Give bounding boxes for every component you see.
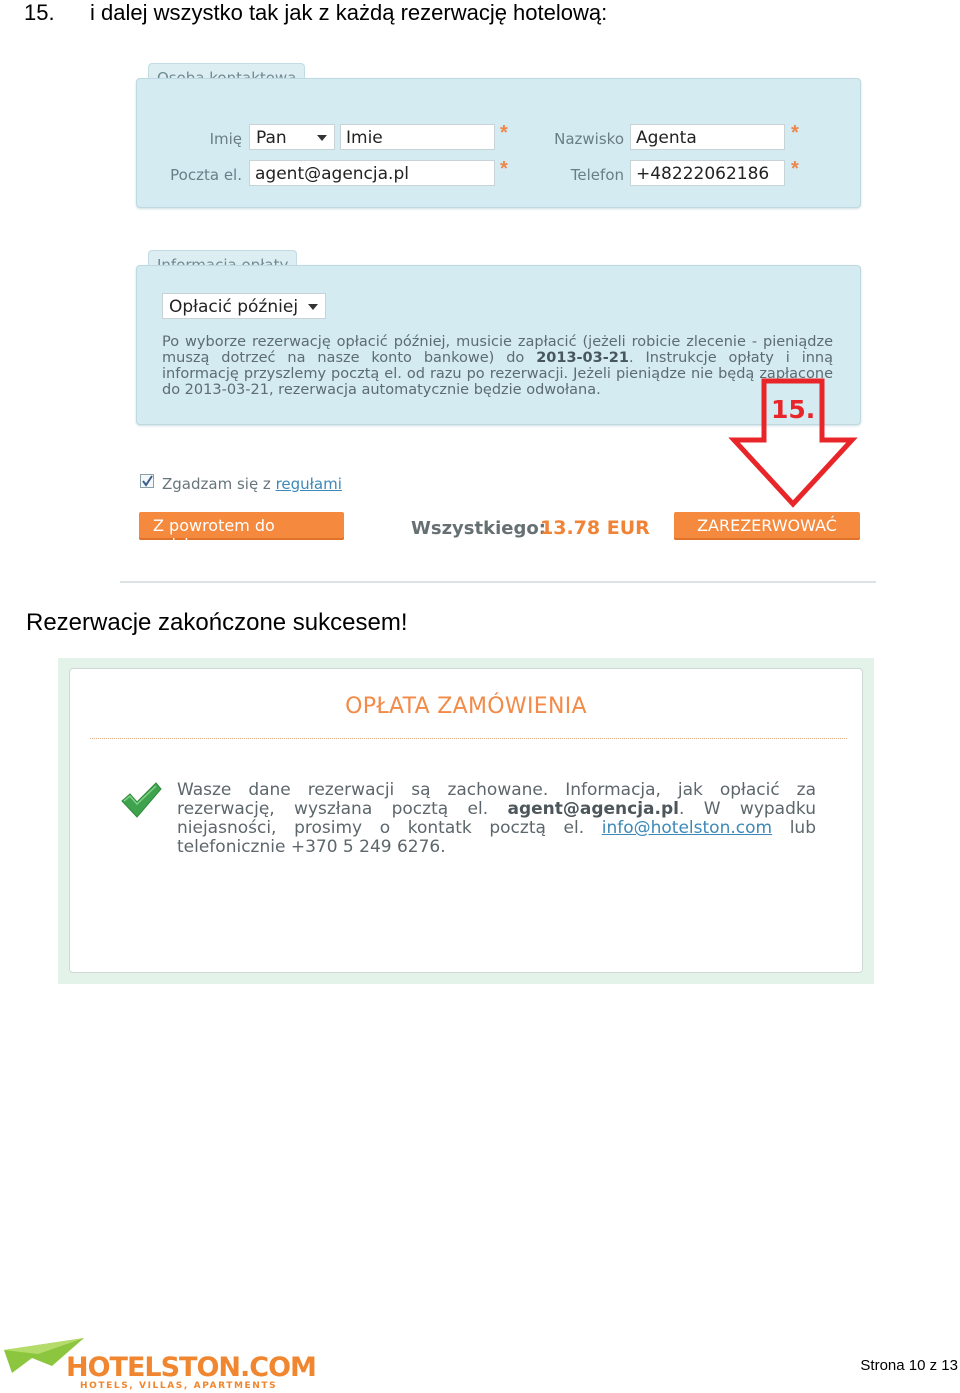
- confirmation-email: agent@agencja.pl: [507, 799, 679, 819]
- payment-method-select[interactable]: [162, 293, 326, 319]
- confirmation-text: [177, 781, 816, 857]
- total-label: Wszystkiego:: [411, 518, 546, 539]
- step-number: 15.: [24, 0, 55, 25]
- back-to-list-button[interactable]: Z powrotem do spisku: [139, 512, 344, 540]
- rules-link[interactable]: regułami: [275, 475, 342, 493]
- divider: [120, 581, 876, 583]
- required-mark: *: [500, 122, 508, 144]
- confirmation-title: OPŁATA ZAMÓWIENIA: [345, 694, 587, 719]
- last-name-label: Nazwisko: [554, 130, 624, 148]
- title-select[interactable]: [249, 124, 335, 150]
- phone-value: +48222062186: [636, 164, 770, 184]
- first-name-label: Imię: [209, 130, 242, 148]
- email-label: Poczta el.: [170, 166, 242, 184]
- chevron-down-icon: [308, 304, 318, 310]
- success-check-icon: [120, 781, 162, 819]
- confirmation-text-part: Wasze dane rezerwacji są zachowane. Informacja, jak opłacić za rezerwację, wyszłana pocztą el.: [177, 780, 816, 819]
- confirmation-text-part: lub telefonicznie +370 5 249 6276.: [177, 818, 816, 857]
- chevron-down-icon: [317, 135, 327, 141]
- first-name-value: Imie: [346, 128, 383, 148]
- success-heading: Rezerwacje zakończone sukcesem!: [26, 609, 408, 636]
- required-mark: *: [500, 158, 508, 180]
- email-input[interactable]: [249, 160, 495, 186]
- required-mark: *: [791, 122, 799, 144]
- check-icon: [141, 475, 153, 487]
- agree-text: Zgadzam się z: [162, 475, 276, 493]
- step-instruction: [24, 0, 607, 26]
- book-button[interactable]: ZAREZERWOWAĆ: [674, 512, 860, 540]
- agree-label: [162, 475, 342, 493]
- payment-method-value: Opłacić później: [169, 297, 299, 317]
- callout-label: 15.: [771, 395, 816, 424]
- payment-info-part: Po wyborze rezerwację opłacić później, musicie zapłacić (jeżeli robicie zlecenie - pieniądze muszą dotrzeć na nasze konto bankowe) do: [162, 334, 833, 366]
- total-value: 13.78 EUR: [540, 517, 650, 539]
- phone-label: Telefon: [570, 166, 624, 184]
- logo-subtitle: HOTELS, VILLAS, APARTMENTS: [80, 1381, 278, 1391]
- agree-checkbox[interactable]: [140, 474, 154, 488]
- required-mark: *: [791, 158, 799, 180]
- last-name-input[interactable]: [630, 124, 785, 150]
- dotted-divider: [90, 738, 847, 739]
- phone-input[interactable]: [630, 160, 785, 186]
- page-number: Strona 10 z 13: [860, 1357, 958, 1374]
- payment-deadline: 2013-03-21: [536, 350, 629, 366]
- logo-text: HOTELSTON.COM: [66, 1352, 316, 1383]
- email-value: agent@agencja.pl: [255, 164, 409, 184]
- support-email-link[interactable]: info@hotelston.com: [601, 818, 773, 838]
- last-name-value: Agenta: [636, 128, 697, 148]
- first-name-input[interactable]: [340, 124, 495, 150]
- step-text: i dalej wszystko tak jak z każdą rezerwację hotelową:: [90, 0, 608, 25]
- payment-info-part: . Instrukcje opłaty i inną informację przyszlemy pocztą el. od razu po rezerwacji. Jeżeli pieniądze nie będą zapłacone do 2013-03-21, rezerwacja automatycznie będzie odwołana.: [162, 350, 833, 398]
- confirmation-text-part: . W wypadku niejasności, prosimy o kontatk pocztą el.: [177, 799, 816, 838]
- title-select-value: Pan: [256, 128, 287, 148]
